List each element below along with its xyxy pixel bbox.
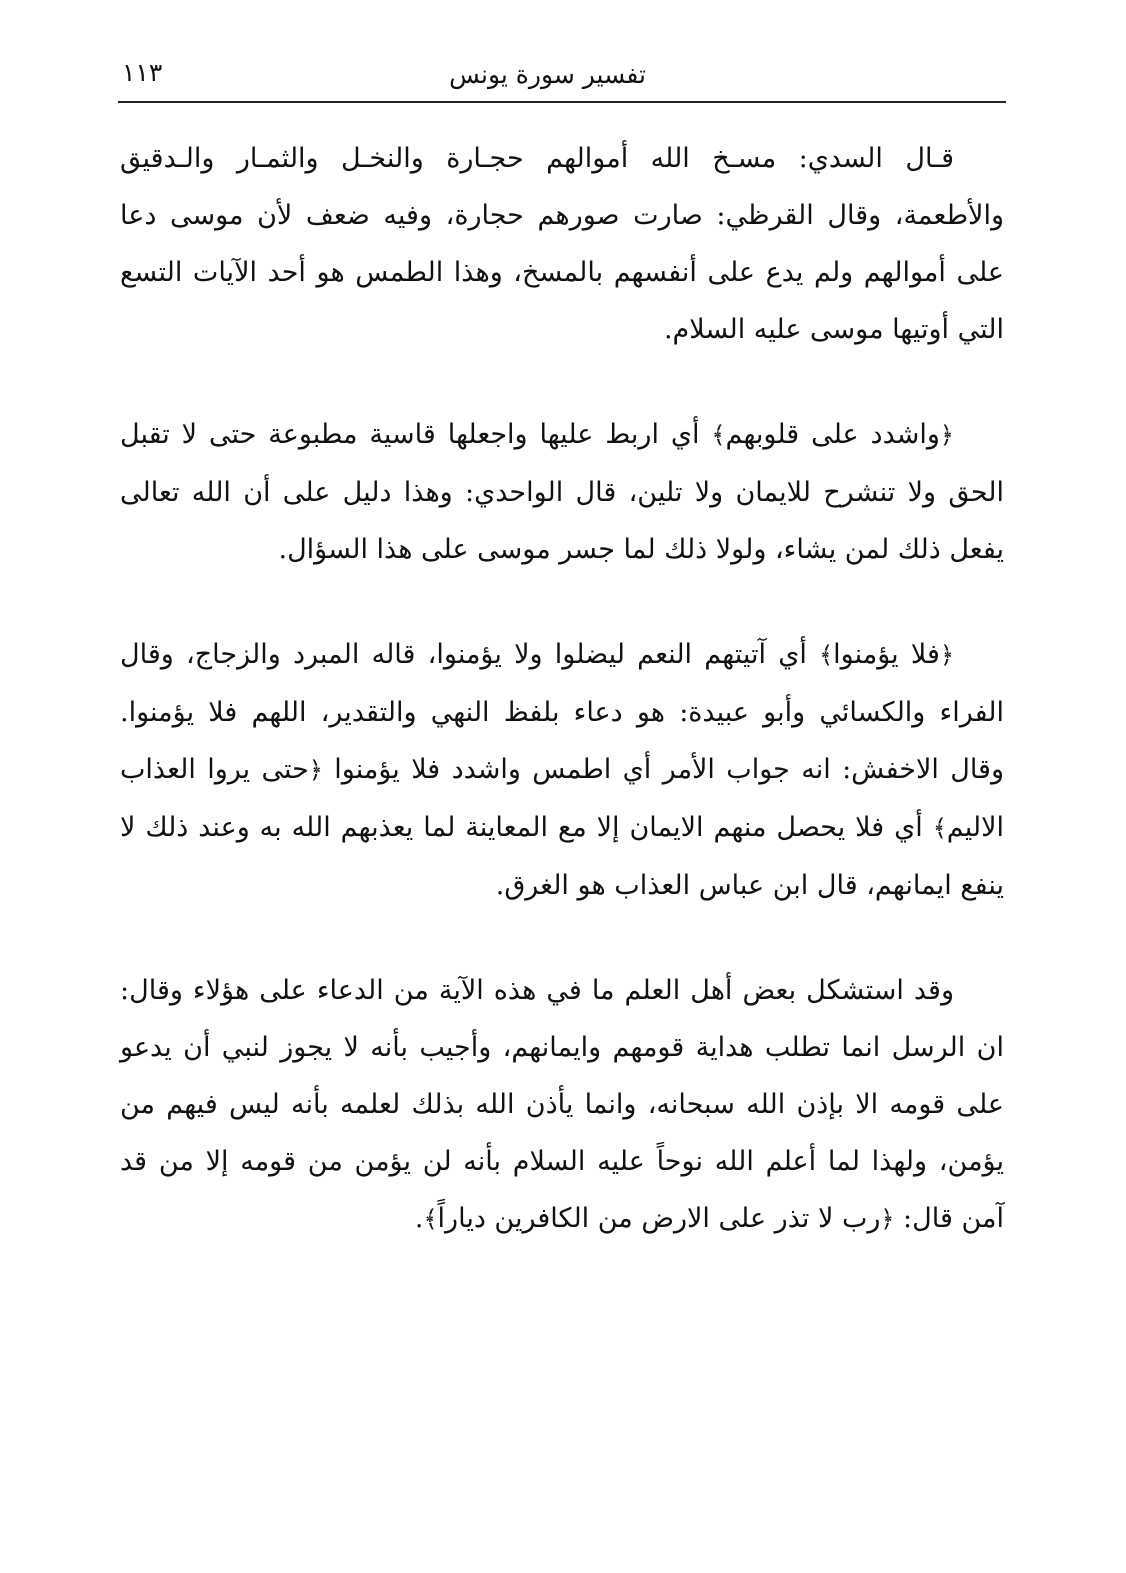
paragraph-4 [120, 962, 1004, 1248]
header-divider [118, 101, 1006, 103]
quran-quote: واشدد على قلوبهم [725, 419, 940, 450]
quran-open-bracket-icon: ﴿ [308, 756, 323, 784]
paragraph-text: . [414, 1203, 424, 1234]
paragraph-3 [120, 626, 1004, 914]
paragraph-1 [120, 130, 1004, 358]
quran-quote: رب لا تذر على الارض من الكافرين دياراً [437, 1203, 881, 1234]
page-number: ١١٣ [122, 58, 163, 87]
paragraph-2 [120, 406, 1004, 578]
running-header [118, 52, 1006, 96]
quran-open-bracket-icon: ﴿ [880, 1205, 895, 1233]
paragraph-text: وقد استشكل بعض أهل العلم ما في هذه الآية من الدعاء على هؤلاء وقال: ان الرسل انما تطلب هداية قومهم وايمانهم، وأجيب بأنه لا يجوز لنبي أن يدعو على قومه الا بإذن الله سبحانه، وانما يأذن الله بذلك لعلمه بأنه ليس فيهم من يؤمن، ولهذا لما أعلم الله نوحاً عليه السلام بأنه لن يؤمن من قومه إلا من قد آمن قال: [120, 975, 1004, 1234]
quran-open-bracket-icon: ﴿ [939, 641, 954, 669]
quran-quote: فلا يؤمنوا [833, 639, 940, 670]
paragraph-text: أي آتيتهم النعم ليضلوا ولا يؤمنوا، قاله المبرد والزجاج، وقال الفراء والكسائي وأبو عبيدة: هو دعاء بلفظ النهي والتقدير، اللهم فلا يؤمنوا. وقال الاخفش: انه جواب الأمر أي اطمس واشدد فلا يؤمنوا [120, 639, 1004, 785]
quran-close-bracket-icon: ﴾ [932, 814, 947, 842]
quran-quote: حتى يروا العذاب الاليم [120, 754, 1004, 843]
paragraph-text: قـال السدي: مسـخ الله أموالهم حجـارة والنخـل والثمـار والـدقيق والأطعمة، وقال القرظي: صارت صورهم حجارة، وفيه ضعف لأن موسى دعا على أموالهم ولم يدع على أنفسهم بالمسخ، وهذا الطمس هو أحد الآيات التسع التي أوتيها موسى عليه السلام. [120, 143, 1004, 345]
page-title: تفسير سورة يونس [449, 60, 646, 89]
quran-open-bracket-icon: ﴿ [939, 421, 954, 449]
body-text [120, 130, 1004, 1296]
paragraph-text: أي فلا يحصل منهم الايمان إلا مع المعاينة لما يعذبهم الله به وعند ذلك لا ينفع ايمانهم، قال ابن عباس العذاب هو الغرق. [120, 812, 1004, 901]
quran-close-bracket-icon: ﴾ [711, 421, 726, 449]
paragraph-text: أي اربط عليها واجعلها قاسية مطبوعة حتى لا تقبل الحق ولا تنشرح للايمان ولا تلين، قال الواحدي: وهذا دليل على أن الله تعالى يفعل ذلك لمن يشاء، ولولا ذلك لما جسر موسى على هذا السؤال. [120, 419, 1004, 565]
quran-close-bracket-icon: ﴾ [423, 1205, 438, 1233]
quran-close-bracket-icon: ﴾ [819, 641, 834, 669]
